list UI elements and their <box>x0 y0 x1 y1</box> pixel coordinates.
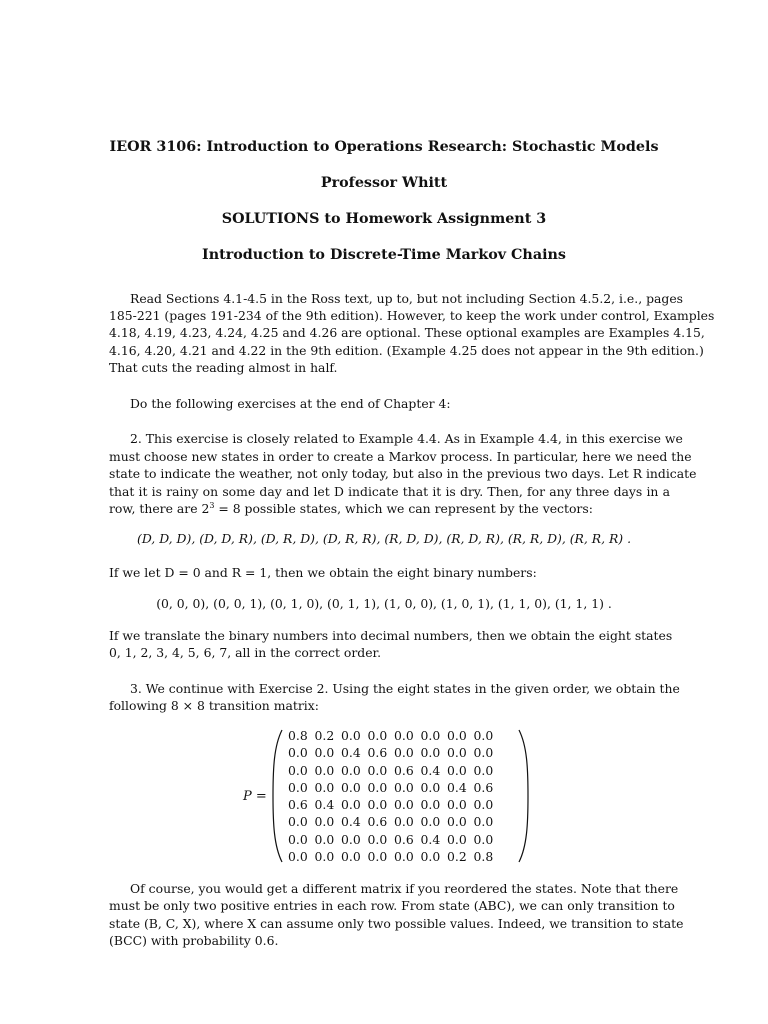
matrix-cell: 0.6 <box>473 779 494 795</box>
exercise-3-line: following 8 × 8 transition matrix: <box>109 698 319 713</box>
matrix-row <box>288 831 500 848</box>
course-title: IEOR 3106: Introduction to Operations Research: Stochastic Models <box>109 139 659 155</box>
exercise-2-line: 2. This exercise is closely related to Example 4.4. As in Example 4.4, in this exercise we <box>130 431 683 446</box>
matrix-cell: 0.6 <box>367 814 388 830</box>
matrix-cell: 0.4 <box>314 797 335 813</box>
matrix-cell: 0.0 <box>473 831 494 847</box>
matrix-cell: 0.0 <box>288 779 308 795</box>
topic-title: Introduction to Discrete-Time Markov Chains <box>202 247 566 263</box>
matrix-cell: 0.0 <box>420 779 441 795</box>
matrix-cell: 0.0 <box>367 728 388 743</box>
matrix-cell: 0.0 <box>473 728 494 743</box>
matrix-cell: 0.4 <box>341 814 361 830</box>
matrix-cell: 0.0 <box>367 797 388 813</box>
matrix-cell: 0.0 <box>314 849 335 865</box>
matrix-cell: 0.0 <box>394 797 414 813</box>
matrix-cell: 0.0 <box>394 728 414 743</box>
matrix-cell: 0.0 <box>367 849 388 865</box>
matrix-cell: 0.0 <box>288 745 308 761</box>
exercise-2-line: state to indicate the weather, not only today, but also in the previous two days. Let R indicate <box>109 466 697 481</box>
exercise-2-line: that it is rainy on some day and let D indicate that it is dry. Then, for any three days in a <box>109 484 670 499</box>
matrix-cell: 0.6 <box>394 831 414 847</box>
matrix-row <box>288 796 500 813</box>
matrix-row <box>288 727 500 744</box>
right-paren-icon <box>517 728 531 864</box>
matrix-cell: 0.4 <box>420 831 441 847</box>
matrix-cell: 0.0 <box>394 814 414 830</box>
reading-line: That cuts the reading almost in half. <box>109 360 338 375</box>
decimal-line: 0, 1, 2, 3, 4, 5, 6, 7, all in the correct order. <box>109 645 382 660</box>
matrix-cell: 0.0 <box>447 797 467 813</box>
matrix-cell: 0.8 <box>288 728 308 743</box>
matrix-cell: 0.0 <box>367 831 388 847</box>
states-count-text-end: = 8 possible states, which we can represent by the vectors: <box>214 501 593 516</box>
binary-numbers-equation: (0, 0, 0), (0, 0, 1), (0, 1, 0), (0, 1, 1), (1, 0, 0), (1, 0, 1), (1, 1, 0), (1, 1, 1) . <box>156 596 612 611</box>
matrix-cell: 0.0 <box>367 779 388 795</box>
matrix-row <box>288 848 500 865</box>
matrix-cell: 0.0 <box>341 728 361 743</box>
matrix-cell: 0.0 <box>447 745 467 761</box>
professor-name: Professor Whitt <box>320 175 448 191</box>
matrix-cell: 0.4 <box>341 745 361 761</box>
matrix-cell: 0.0 <box>314 779 335 795</box>
matrix-cell: 0.0 <box>447 728 467 743</box>
reading-line: 185-221 (pages 191-234 of the 9th edition). However, to keep the work under control, Examples <box>109 308 715 323</box>
matrix-row <box>288 779 500 796</box>
exponent: 3 <box>209 500 215 510</box>
matrix-cell: 0.0 <box>341 797 361 813</box>
closing-line: Of course, you would get a different matrix if you reordered the states. Note that there <box>130 881 679 896</box>
matrix-cell: 0.0 <box>341 762 361 778</box>
matrix-cell: 0.0 <box>314 814 335 830</box>
transition-matrix <box>288 727 500 865</box>
matrix-cell: 0.0 <box>288 849 308 865</box>
matrix-cell: 0.0 <box>420 745 441 761</box>
matrix-cell: 0.0 <box>447 814 467 830</box>
matrix-cell: 0.2 <box>447 849 467 865</box>
matrix-cell: 0.6 <box>288 797 308 813</box>
instruction-text: Do the following exercises at the end of Chapter 4: <box>130 396 451 411</box>
matrix-cell: 0.0 <box>288 814 308 830</box>
exercise-2-line <box>109 500 593 517</box>
matrix-cell: 0.0 <box>473 814 494 830</box>
decimal-line: If we translate the binary numbers into decimal numbers, then we obtain the eight states <box>109 628 673 643</box>
matrix-cell: 0.0 <box>314 762 335 778</box>
matrix-cell: 0.8 <box>473 849 494 865</box>
exercise-3-line: 3. We continue with Exercise 2. Using the eight states in the given order, we obtain the <box>130 681 680 696</box>
matrix-cell: 0.0 <box>314 831 335 847</box>
matrix-cell: 0.0 <box>341 831 361 847</box>
matrix-cell: 0.0 <box>367 762 388 778</box>
matrix-cell: 0.0 <box>420 849 441 865</box>
closing-line: state (B, C, X), where X can assume only two possible values. Indeed, we transition to state <box>109 916 684 931</box>
matrix-cell: 0.0 <box>288 762 308 778</box>
matrix-cell: 0.0 <box>473 762 494 778</box>
left-paren-icon <box>270 728 284 864</box>
exercise-2-line: must choose new states in order to create a Markov process. In particular, here we need the <box>109 449 692 464</box>
states-count-text: row, there are 2 <box>109 501 210 516</box>
reading-line: Read Sections 4.1-4.5 in the Ross text, up to, but not including Section 4.5.2, i.e., pages <box>130 291 684 306</box>
matrix-row <box>288 762 500 779</box>
matrix-cell: 0.4 <box>420 762 441 778</box>
matrix-row <box>288 744 500 761</box>
matrix-cell: 0.0 <box>420 728 441 743</box>
matrix-cell: 0.6 <box>394 762 414 778</box>
matrix-cell: 0.0 <box>288 831 308 847</box>
closing-line: (BCC) with probability 0.6. <box>109 933 279 948</box>
matrix-cell: 0.0 <box>394 779 414 795</box>
assignment-title: SOLUTIONS to Homework Assignment 3 <box>221 211 547 227</box>
reading-line: 4.16, 4.20, 4.21 and 4.22 in the 9th edition. (Example 4.25 does not appear in the 9th edition.) <box>109 343 704 358</box>
matrix-cell: 0.0 <box>447 762 467 778</box>
matrix-cell: 0.0 <box>447 831 467 847</box>
matrix-cell: 0.0 <box>473 745 494 761</box>
matrix-cell: 0.4 <box>447 779 467 795</box>
state-vectors-equation: (D, D, D), (D, D, R), (D, R, D), (D, R, R), (R, D, D), (R, D, R), (R, R, D), (R, R, R) . <box>136 531 632 546</box>
matrix-row <box>288 813 500 830</box>
matrix-cell: 0.0 <box>420 814 441 830</box>
matrix-cell: 0.0 <box>341 849 361 865</box>
matrix-cell: 0.0 <box>473 797 494 813</box>
matrix-cell: 0.0 <box>420 797 441 813</box>
binary-intro: If we let D = 0 and R = 1, then we obtain the eight binary numbers: <box>109 565 537 580</box>
matrix-label: P = <box>243 789 267 804</box>
matrix-cell: 0.6 <box>367 745 388 761</box>
closing-line: must be only two positive entries in each row. From state (ABC), we can only transition to <box>109 898 675 913</box>
matrix-cell: 0.0 <box>341 779 361 795</box>
matrix-cell: 0.0 <box>314 745 335 761</box>
matrix-cell: 0.0 <box>394 745 414 761</box>
matrix-cell: 0.0 <box>394 849 414 865</box>
reading-line: 4.18, 4.19, 4.23, 4.24, 4.25 and 4.26 are optional. These optional examples are Examples 4.15, <box>109 325 705 340</box>
matrix-cell: 0.2 <box>314 728 335 743</box>
